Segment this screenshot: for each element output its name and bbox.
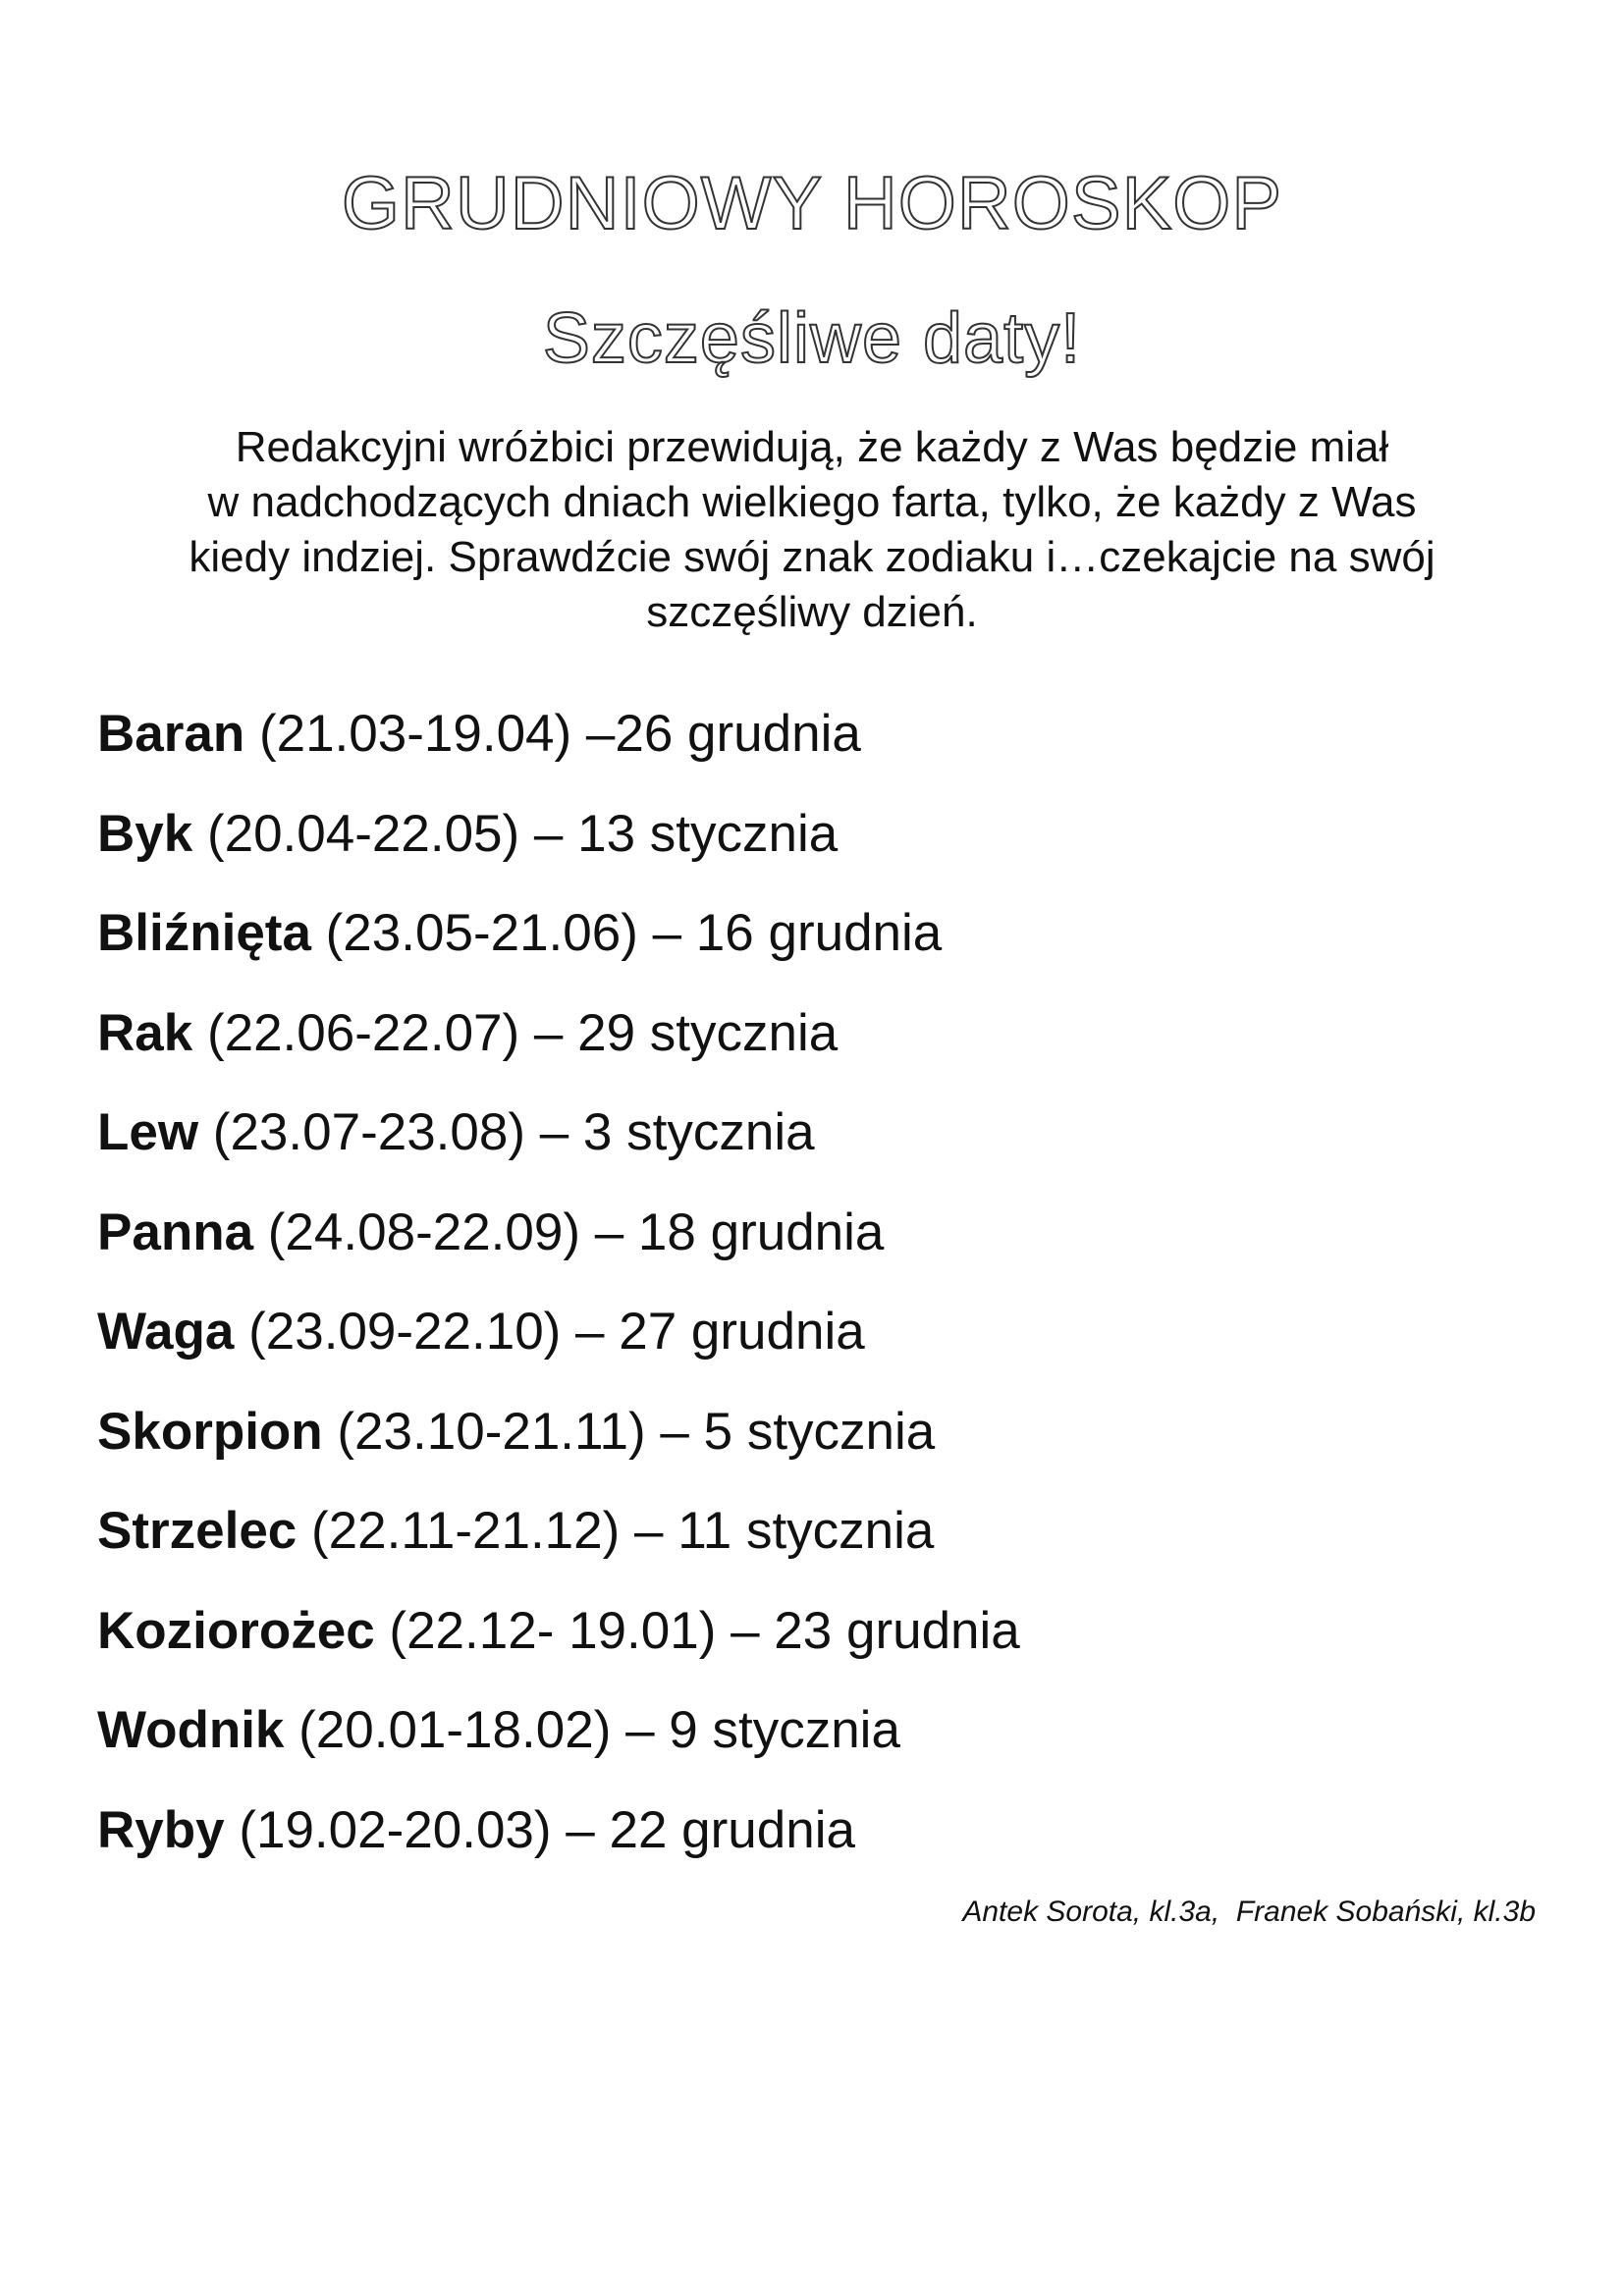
sign-name: Wodnik <box>97 1701 285 1759</box>
sign-name: Byk <box>97 804 193 863</box>
zodiac-row-koziorozec <box>97 1599 1020 1699</box>
intro-line: Redakcyjni wróżbici przewidują, że każdy z Was będzie miał <box>235 423 1389 471</box>
intro-line: kiedy indziej. Sprawdźcie swój znak zodiaku i…czekajcie na swój <box>189 533 1435 581</box>
zodiac-row-ryby <box>97 1798 1020 1898</box>
sign-detail: (20.04-22.05) – 13 stycznia <box>192 804 839 863</box>
zodiac-row-lew <box>97 1100 1020 1201</box>
sign-name: Panna <box>97 1202 254 1261</box>
sign-detail: (22.06-22.07) – 29 stycznia <box>192 1003 839 1062</box>
sign-detail: (23.09-22.10) – 27 grudnia <box>234 1303 865 1361</box>
sign-name: Rak <box>97 1003 193 1062</box>
zodiac-row-rak <box>97 1001 1020 1101</box>
intro-line: w nadchodzących dniach wielkiego farta, tylko, że każdy z Was <box>207 478 1417 526</box>
sign-detail: (24.08-22.09) – 18 grudnia <box>253 1202 885 1261</box>
sign-name: Bliźnięta <box>97 904 311 962</box>
page-subtitle: Szczęśliwe daty! <box>542 299 1082 378</box>
zodiac-row-baran <box>97 702 1020 802</box>
sign-name: Baran <box>97 705 245 763</box>
sign-name: Koziorożec <box>97 1601 375 1660</box>
authors-credit: Antek Sorota, kl.3a, Franek Sobański, kl.3b <box>962 1896 1536 1928</box>
sign-name: Skorpion <box>97 1402 323 1461</box>
page-title: GRUDNIOWY HOROSKOP <box>341 162 1283 245</box>
zodiac-row-skorpion <box>97 1400 1020 1500</box>
zodiac-row-strzelec <box>97 1499 1020 1599</box>
zodiac-row-wodnik <box>97 1698 1020 1798</box>
zodiac-row-panna <box>97 1201 1020 1301</box>
zodiac-row-bliznieta <box>97 901 1020 1001</box>
sign-detail: (22.12- 19.01) – 23 grudnia <box>374 1601 1020 1660</box>
sign-detail: (23.10-21.11) – 5 stycznia <box>322 1402 936 1461</box>
sign-detail: (21.03-19.04) –26 grudnia <box>244 705 861 763</box>
intro-paragraph <box>98 420 1526 640</box>
sign-detail: (23.05-21.06) – 16 grudnia <box>310 904 943 962</box>
sign-name: Strzelec <box>97 1502 298 1560</box>
sign-name: Waga <box>97 1303 235 1361</box>
sign-name: Lew <box>97 1103 199 1161</box>
sign-detail: (19.02-20.03) – 22 grudnia <box>224 1800 855 1859</box>
zodiac-row-waga <box>97 1300 1020 1400</box>
sign-detail: (22.11-21.12) – 11 stycznia <box>297 1502 935 1560</box>
intro-line: szczęśliwy dzień. <box>646 588 978 636</box>
sign-detail: (20.01-18.02) – 9 stycznia <box>284 1701 900 1759</box>
sign-name: Ryby <box>97 1800 225 1859</box>
zodiac-row-byk <box>97 802 1020 902</box>
sign-detail: (23.07-23.08) – 3 stycznia <box>198 1103 815 1161</box>
zodiac-list <box>97 702 1020 1897</box>
